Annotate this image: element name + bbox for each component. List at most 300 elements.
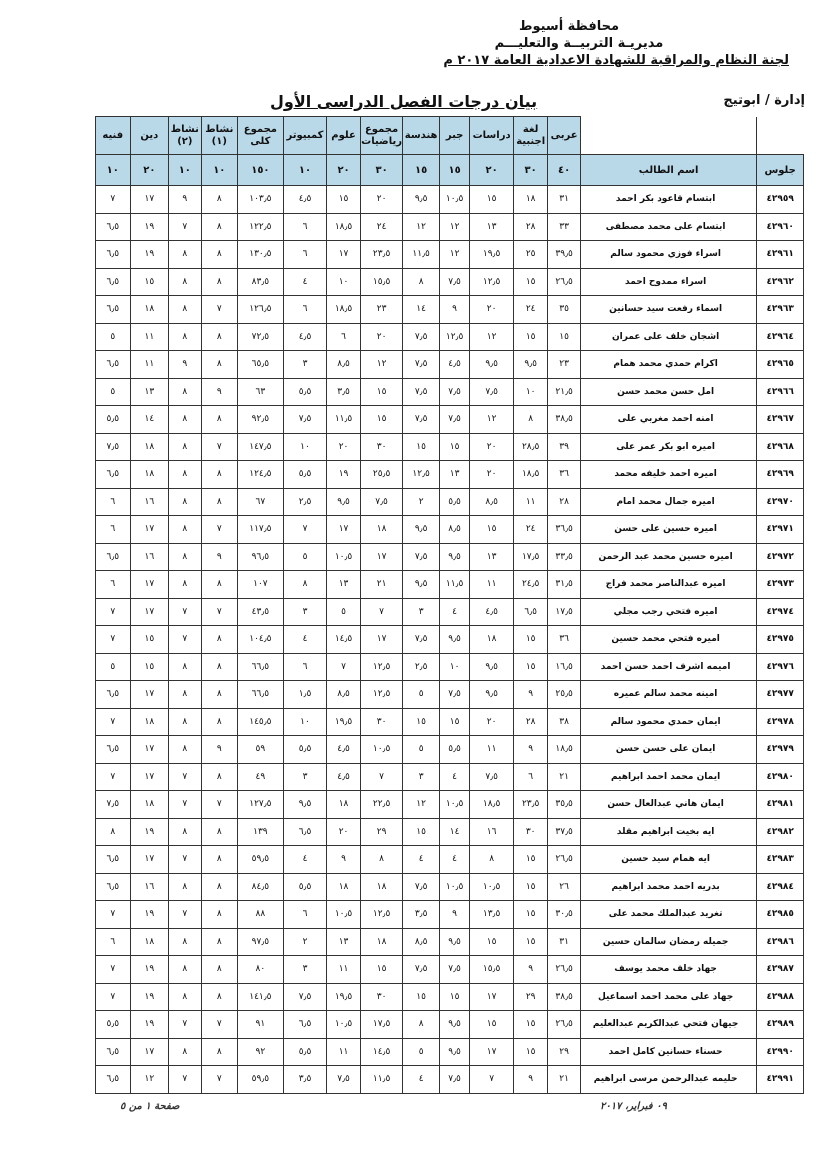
grade-foreign: ١٧٫٥ bbox=[513, 543, 547, 571]
grade-arabic: ٣٥ bbox=[548, 296, 580, 324]
grade-studies: ٤٫٥ bbox=[470, 598, 514, 626]
grade-art: ٧ bbox=[96, 763, 131, 791]
grade-geometry: ١٥ bbox=[403, 708, 440, 736]
grade-art: ٦ bbox=[96, 516, 131, 544]
grade-activity1: ٨ bbox=[201, 983, 238, 1011]
grade-art: ٦٫٥ bbox=[96, 241, 131, 269]
grade-science: ٤٫٥ bbox=[327, 736, 360, 764]
header-blank bbox=[757, 117, 804, 155]
grade-science: ٧ bbox=[327, 653, 360, 681]
table-row bbox=[96, 928, 804, 956]
grade-studies: ٨ bbox=[470, 846, 514, 874]
grade-foreign: ١٥ bbox=[513, 873, 547, 901]
grade-art: ٧ bbox=[96, 956, 131, 984]
grade-studies: ١٧ bbox=[470, 983, 514, 1011]
grade-computer: ٦٫٥ bbox=[283, 1011, 327, 1039]
student-name: ايمان على حسن حسن bbox=[580, 736, 756, 764]
grade-religion: ١٧ bbox=[130, 1038, 169, 1066]
grade-foreign: ٩ bbox=[513, 956, 547, 984]
grade-computer: ٥٫٥ bbox=[283, 873, 327, 901]
grade-total: ٦٣ bbox=[238, 378, 284, 406]
grade-studies: ٢٠ bbox=[470, 296, 514, 324]
grade-studies: ١٢ bbox=[470, 323, 514, 351]
header-blank bbox=[580, 117, 756, 155]
grade-science: ١٣ bbox=[327, 928, 360, 956]
col-math-total: مجموع رياضيات bbox=[360, 117, 403, 155]
grade-foreign: ٢٤ bbox=[513, 516, 547, 544]
grade-arabic: ٢٣ bbox=[548, 351, 580, 379]
grade-math-total: ١٥ bbox=[360, 406, 403, 434]
grade-computer: ٦ bbox=[283, 901, 327, 929]
grade-art: ٦٫٥ bbox=[96, 461, 131, 489]
grade-religion: ١٧ bbox=[130, 681, 169, 709]
grade-science: ٢٠ bbox=[327, 818, 360, 846]
grade-algebra: ٧٫٥ bbox=[439, 406, 469, 434]
grade-computer: ٤٫٥ bbox=[283, 186, 327, 214]
grade-algebra: ٨٫٥ bbox=[439, 516, 469, 544]
grade-algebra: ١٢ bbox=[439, 241, 469, 269]
seat-number: ٤٢٩٧٦ bbox=[757, 653, 804, 681]
grade-art: ٦٫٥ bbox=[96, 543, 131, 571]
student-name: اسماء رفعت سيد حسانين bbox=[580, 296, 756, 324]
grade-activity2: ٨ bbox=[169, 956, 201, 984]
grade-geometry: ٨ bbox=[403, 1011, 440, 1039]
grade-total: ١١٧٫٥ bbox=[238, 516, 284, 544]
grade-foreign: ٢٣٫٥ bbox=[513, 791, 547, 819]
grade-foreign: ٩ bbox=[513, 736, 547, 764]
grade-art: ٥ bbox=[96, 323, 131, 351]
grade-algebra: ٧٫٥ bbox=[439, 378, 469, 406]
grade-arabic: ١٨٫٥ bbox=[548, 736, 580, 764]
grade-algebra: ٧٫٥ bbox=[439, 1066, 469, 1094]
grade-computer: ١٫٥ bbox=[283, 681, 327, 709]
seat-number: ٤٢٩٨٥ bbox=[757, 901, 804, 929]
seat-number: ٤٢٩٧٧ bbox=[757, 681, 804, 709]
seat-number: ٤٢٩٧٢ bbox=[757, 543, 804, 571]
grade-science: ٨٫٥ bbox=[327, 351, 360, 379]
table-row bbox=[96, 791, 804, 819]
grade-studies: ١٣٫٥ bbox=[470, 901, 514, 929]
grade-science: ١٠ bbox=[327, 268, 360, 296]
grade-activity2: ٧ bbox=[169, 763, 201, 791]
grade-algebra: ٧٫٥ bbox=[439, 956, 469, 984]
grade-religion: ١٥ bbox=[130, 626, 169, 654]
grade-computer: ٢ bbox=[283, 928, 327, 956]
grade-religion: ١٨ bbox=[130, 928, 169, 956]
grade-religion: ١٧ bbox=[130, 763, 169, 791]
grade-activity2: ٧ bbox=[169, 626, 201, 654]
grade-algebra: ١٠٫٥ bbox=[439, 791, 469, 819]
grade-foreign: ١١ bbox=[513, 488, 547, 516]
grade-arabic: ٣١٫٥ bbox=[548, 571, 580, 599]
table-row bbox=[96, 241, 804, 269]
student-name: ايمان محمد احمد ابراهيم bbox=[580, 763, 756, 791]
student-name: ايه بخيت ابراهيم مقلد bbox=[580, 818, 756, 846]
grade-arabic: ١٥ bbox=[548, 323, 580, 351]
col-activity2: نشاط (٢) bbox=[169, 117, 201, 155]
grade-activity1: ٧ bbox=[201, 296, 238, 324]
grade-algebra: ٤ bbox=[439, 763, 469, 791]
grade-total: ١٢٦٫٥ bbox=[238, 296, 284, 324]
grade-algebra: ١٠٫٥ bbox=[439, 186, 469, 214]
grade-algebra: ١٠ bbox=[439, 653, 469, 681]
grade-math-total: ١٨ bbox=[360, 516, 403, 544]
grade-total: ١٢٢٫٥ bbox=[238, 213, 284, 241]
student-name: ابتسام على محمد مصطفى bbox=[580, 213, 756, 241]
grade-arabic: ٣٨٫٥ bbox=[548, 406, 580, 434]
grade-computer: ٥٫٥ bbox=[283, 736, 327, 764]
grade-algebra: ٧٫٥ bbox=[439, 681, 469, 709]
grade-computer: ٥٫٥ bbox=[283, 378, 327, 406]
grade-algebra: ١١٫٥ bbox=[439, 571, 469, 599]
seat-number: ٤٢٩٨٤ bbox=[757, 873, 804, 901]
grade-religion: ١٦ bbox=[130, 873, 169, 901]
grade-activity2: ٩ bbox=[169, 186, 201, 214]
grade-religion: ١٩ bbox=[130, 241, 169, 269]
grade-computer: ٦ bbox=[283, 653, 327, 681]
grade-foreign: ١٥ bbox=[513, 846, 547, 874]
table-row bbox=[96, 818, 804, 846]
grade-arabic: ١٦٫٥ bbox=[548, 653, 580, 681]
grade-algebra: ٩٫٥ bbox=[439, 1038, 469, 1066]
grade-activity1: ٧ bbox=[201, 791, 238, 819]
grade-activity2: ٨ bbox=[169, 681, 201, 709]
student-name: امنه احمد مغربي على bbox=[580, 406, 756, 434]
grade-arabic: ٣١ bbox=[548, 928, 580, 956]
grade-algebra: ١٥ bbox=[439, 983, 469, 1011]
grade-foreign: ١٥ bbox=[513, 323, 547, 351]
grade-math-total: ٣٠ bbox=[360, 983, 403, 1011]
seat-number: ٤٢٩٧٠ bbox=[757, 488, 804, 516]
grade-computer: ٧٫٥ bbox=[283, 983, 327, 1011]
grade-total: ٩٧٫٥ bbox=[238, 928, 284, 956]
grade-science: ١٨ bbox=[327, 791, 360, 819]
grade-religion: ١٧ bbox=[130, 736, 169, 764]
grade-math-total: ١٧ bbox=[360, 626, 403, 654]
col-seat: جلوس bbox=[757, 155, 804, 186]
grade-algebra: ٧٫٥ bbox=[439, 268, 469, 296]
grade-religion: ١٦ bbox=[130, 488, 169, 516]
student-name: تغريد عبدالملك محمد على bbox=[580, 901, 756, 929]
grade-art: ٨ bbox=[96, 818, 131, 846]
grade-religion: ١٣ bbox=[130, 378, 169, 406]
grade-art: ٧ bbox=[96, 901, 131, 929]
grade-computer: ٦٫٥ bbox=[283, 818, 327, 846]
grade-geometry: ٨٫٥ bbox=[403, 928, 440, 956]
table-row bbox=[96, 846, 804, 874]
grade-religion: ١٧ bbox=[130, 846, 169, 874]
grade-foreign: ١٥ bbox=[513, 268, 547, 296]
grade-activity1: ٨ bbox=[201, 846, 238, 874]
grade-algebra: ٥٫٥ bbox=[439, 736, 469, 764]
grade-activity1: ٨ bbox=[201, 571, 238, 599]
grade-computer: ٣ bbox=[283, 598, 327, 626]
grade-computer: ٤٫٥ bbox=[283, 323, 327, 351]
col-activity1: نشاط (١) bbox=[201, 117, 238, 155]
grade-total: ٨٣٫٥ bbox=[238, 268, 284, 296]
grade-algebra: ٩٫٥ bbox=[439, 543, 469, 571]
seat-number: ٤٢٩٦٣ bbox=[757, 296, 804, 324]
table-row bbox=[96, 598, 804, 626]
grade-arabic: ٣٠٫٥ bbox=[548, 901, 580, 929]
grade-total: ٨٠ bbox=[238, 956, 284, 984]
table-row bbox=[96, 323, 804, 351]
table-row bbox=[96, 378, 804, 406]
grade-geometry: ١٥ bbox=[403, 983, 440, 1011]
grade-foreign: ١٠ bbox=[513, 378, 547, 406]
grade-math-total: ٧ bbox=[360, 763, 403, 791]
seat-number: ٤٢٩٨٢ bbox=[757, 818, 804, 846]
grade-arabic: ٣٦٫٥ bbox=[548, 516, 580, 544]
table-row bbox=[96, 736, 804, 764]
grade-activity2: ٨ bbox=[169, 543, 201, 571]
grade-foreign: ٢٤٫٥ bbox=[513, 571, 547, 599]
grade-arabic: ٣٧٫٥ bbox=[548, 818, 580, 846]
grade-arabic: ٢٩ bbox=[548, 1038, 580, 1066]
grade-foreign: ٢٥ bbox=[513, 241, 547, 269]
grade-science: ١٩٫٥ bbox=[327, 708, 360, 736]
grade-arabic: ٢١ bbox=[548, 763, 580, 791]
grade-foreign: ٢٨٫٥ bbox=[513, 433, 547, 461]
grade-geometry: ٢٫٥ bbox=[403, 653, 440, 681]
table-row bbox=[96, 983, 804, 1011]
student-name: اميره فتحي محمد حسين bbox=[580, 626, 756, 654]
student-name: بدريه احمد محمد ابراهيم bbox=[580, 873, 756, 901]
grade-geometry: ١٥ bbox=[403, 818, 440, 846]
grade-activity1: ٨ bbox=[201, 406, 238, 434]
grade-arabic: ٢١٫٥ bbox=[548, 378, 580, 406]
grade-activity2: ٧ bbox=[169, 791, 201, 819]
max-geometry: ١٥ bbox=[403, 155, 440, 186]
seat-number: ٤٢٩٧٩ bbox=[757, 736, 804, 764]
student-name: امينه محمد سالم عميره bbox=[580, 681, 756, 709]
grade-total: ٦٥٫٥ bbox=[238, 351, 284, 379]
grade-foreign: ٩ bbox=[513, 681, 547, 709]
grade-total: ١٢٧٫٥ bbox=[238, 791, 284, 819]
col-geometry: هندسة bbox=[403, 117, 440, 155]
student-name: اميره فتحي رجب مجلي bbox=[580, 598, 756, 626]
seat-number: ٤٢٩٨٦ bbox=[757, 928, 804, 956]
grade-geometry: ٧٫٥ bbox=[403, 323, 440, 351]
grade-computer: ٥ bbox=[283, 543, 327, 571]
seat-number: ٤٢٩٧٤ bbox=[757, 598, 804, 626]
grade-total: ١٢٤٫٥ bbox=[238, 461, 284, 489]
grade-math-total: ٢٥٫٥ bbox=[360, 461, 403, 489]
grade-science: ٢٠ bbox=[327, 433, 360, 461]
grade-geometry: ٧٫٥ bbox=[403, 626, 440, 654]
grade-geometry: ١٢ bbox=[403, 791, 440, 819]
grade-art: ٧٫٥ bbox=[96, 791, 131, 819]
grade-science: ١٩٫٥ bbox=[327, 983, 360, 1011]
grade-studies: ١٥ bbox=[470, 1011, 514, 1039]
grade-activity1: ٨ bbox=[201, 873, 238, 901]
table-row bbox=[96, 351, 804, 379]
grade-computer: ٥٫٥ bbox=[283, 461, 327, 489]
grade-religion: ١٨ bbox=[130, 296, 169, 324]
grade-total: ١٤٥٫٥ bbox=[238, 708, 284, 736]
grade-activity1: ٨ bbox=[201, 956, 238, 984]
table-row bbox=[96, 1038, 804, 1066]
table-row bbox=[96, 213, 804, 241]
grade-computer: ٣ bbox=[283, 351, 327, 379]
seat-number: ٤٢٩٦٠ bbox=[757, 213, 804, 241]
grade-arabic: ٢٦ bbox=[548, 873, 580, 901]
grade-math-total: ١١٫٥ bbox=[360, 1066, 403, 1094]
max-computer: ١٠ bbox=[283, 155, 327, 186]
grade-geometry: ٩٫٥ bbox=[403, 186, 440, 214]
table-row bbox=[96, 708, 804, 736]
grade-activity1: ٨ bbox=[201, 763, 238, 791]
grade-computer: ٩٫٥ bbox=[283, 791, 327, 819]
grade-activity1: ٩ bbox=[201, 378, 238, 406]
grade-activity1: ٨ bbox=[201, 488, 238, 516]
grade-religion: ١٥ bbox=[130, 653, 169, 681]
grade-algebra: ٤ bbox=[439, 598, 469, 626]
grade-activity2: ٨ bbox=[169, 708, 201, 736]
grade-activity1: ٨ bbox=[201, 901, 238, 929]
student-name: اميره حسين محمد عبد الرحمن bbox=[580, 543, 756, 571]
grade-science: ١٥ bbox=[327, 186, 360, 214]
grade-religion: ١٢ bbox=[130, 1066, 169, 1094]
table-row bbox=[96, 901, 804, 929]
grade-religion: ١٨ bbox=[130, 433, 169, 461]
grade-math-total: ١٨ bbox=[360, 928, 403, 956]
grade-total: ١٣٩ bbox=[238, 818, 284, 846]
grade-art: ٦٫٥ bbox=[96, 213, 131, 241]
grades-table bbox=[95, 116, 804, 1094]
grade-activity2: ٩ bbox=[169, 351, 201, 379]
grade-foreign: ١٨٫٥ bbox=[513, 461, 547, 489]
grade-computer: ٣٫٥ bbox=[283, 1066, 327, 1094]
grade-geometry: ١٥ bbox=[403, 433, 440, 461]
grade-math-total: ١٧٫٥ bbox=[360, 1011, 403, 1039]
grade-math-total: ٢٠ bbox=[360, 323, 403, 351]
seat-number: ٤٢٩٦٦ bbox=[757, 378, 804, 406]
grade-studies: ٨٫٥ bbox=[470, 488, 514, 516]
table-row bbox=[96, 186, 804, 214]
table-row bbox=[96, 543, 804, 571]
grade-geometry: ٤ bbox=[403, 846, 440, 874]
grade-activity2: ٨ bbox=[169, 736, 201, 764]
student-name: اميره ابو بكر عمر على bbox=[580, 433, 756, 461]
grade-activity1: ٧ bbox=[201, 433, 238, 461]
grade-studies: ١٥٫٥ bbox=[470, 956, 514, 984]
grade-algebra: ٤٫٥ bbox=[439, 351, 469, 379]
max-total: ١٥٠ bbox=[238, 155, 284, 186]
grade-computer: ٦ bbox=[283, 296, 327, 324]
grade-activity1: ٧ bbox=[201, 516, 238, 544]
grade-activity2: ٨ bbox=[169, 378, 201, 406]
col-studies: دراسات bbox=[470, 117, 514, 155]
seat-number: ٤٢٩٧٣ bbox=[757, 571, 804, 599]
grade-studies: ١٣ bbox=[470, 213, 514, 241]
grade-art: ٧ bbox=[96, 598, 131, 626]
grade-activity2: ٨ bbox=[169, 461, 201, 489]
grade-math-total: ١٢ bbox=[360, 351, 403, 379]
grade-math-total: ١٢٫٥ bbox=[360, 901, 403, 929]
grade-math-total: ٢٤ bbox=[360, 213, 403, 241]
grade-arabic: ٣١ bbox=[548, 186, 580, 214]
grade-religion: ١٩ bbox=[130, 956, 169, 984]
student-name: اميره احمد خليفه محمد bbox=[580, 461, 756, 489]
grade-geometry: ٤ bbox=[403, 1066, 440, 1094]
committee-title: لجنة النظام والمراقبة للشهادة الاعدادية العامة ٢٠١٧ م bbox=[443, 53, 789, 68]
grade-art: ٦ bbox=[96, 571, 131, 599]
grade-activity2: ٧ bbox=[169, 901, 201, 929]
grade-art: ٦٫٥ bbox=[96, 268, 131, 296]
grade-activity2: ٨ bbox=[169, 818, 201, 846]
student-name: ايمان حمدي محمود سالم bbox=[580, 708, 756, 736]
student-name: اكرام حمدي محمد همام bbox=[580, 351, 756, 379]
grade-religion: ١٩ bbox=[130, 983, 169, 1011]
directorate-title: مديريـة التربيــة والتعليـــم bbox=[494, 36, 664, 51]
seat-number: ٤٢٩٦٩ bbox=[757, 461, 804, 489]
grade-activity1: ٨ bbox=[201, 818, 238, 846]
col-art: فنيه bbox=[96, 117, 131, 155]
grade-studies: ١١ bbox=[470, 736, 514, 764]
grade-science: ١١ bbox=[327, 956, 360, 984]
seat-number: ٤٢٩٦٧ bbox=[757, 406, 804, 434]
grade-activity2: ٧ bbox=[169, 598, 201, 626]
grade-science: ١٣ bbox=[327, 571, 360, 599]
grade-total: ٨٨ bbox=[238, 901, 284, 929]
grade-arabic: ٣٨٫٥ bbox=[548, 983, 580, 1011]
grade-studies: ٢٠ bbox=[470, 461, 514, 489]
grade-math-total: ١٤٫٥ bbox=[360, 1038, 403, 1066]
document-header bbox=[389, 18, 789, 69]
grade-religion: ١٧ bbox=[130, 598, 169, 626]
max-foreign: ٣٠ bbox=[513, 155, 547, 186]
grade-art: ٦٫٥ bbox=[96, 736, 131, 764]
grade-arabic: ١٧٫٥ bbox=[548, 598, 580, 626]
max-activity1: ١٠ bbox=[201, 155, 238, 186]
table-row bbox=[96, 1066, 804, 1094]
student-name: اشجان خلف على عمران bbox=[580, 323, 756, 351]
student-name: ايه همام سيد حسين bbox=[580, 846, 756, 874]
grade-geometry: ٧٫٥ bbox=[403, 543, 440, 571]
grade-math-total: ٧ bbox=[360, 598, 403, 626]
grade-science: ٣٫٥ bbox=[327, 378, 360, 406]
max-arabic: ٤٠ bbox=[548, 155, 580, 186]
grade-science: ١٨ bbox=[327, 873, 360, 901]
grade-foreign: ٨ bbox=[513, 406, 547, 434]
grade-arabic: ٣٥٫٥ bbox=[548, 791, 580, 819]
table-row bbox=[96, 461, 804, 489]
grade-studies: ١٢ bbox=[470, 406, 514, 434]
student-name: ايمان هاني عبدالعال حسن bbox=[580, 791, 756, 819]
table-row bbox=[96, 626, 804, 654]
seat-number: ٤٢٩٨٧ bbox=[757, 956, 804, 984]
grade-studies: ١٧ bbox=[470, 1038, 514, 1066]
grade-science: ١٨٫٥ bbox=[327, 213, 360, 241]
col-arabic: عربى bbox=[548, 117, 580, 155]
grade-algebra: ١٣ bbox=[439, 461, 469, 489]
grade-activity2: ٨ bbox=[169, 433, 201, 461]
grade-science: ٥ bbox=[327, 598, 360, 626]
grade-geometry: ٧٫٥ bbox=[403, 378, 440, 406]
grade-religion: ١٩ bbox=[130, 213, 169, 241]
grade-foreign: ٢٨ bbox=[513, 213, 547, 241]
grade-activity2: ٨ bbox=[169, 406, 201, 434]
grade-activity1: ٨ bbox=[201, 186, 238, 214]
grade-geometry: ٢ bbox=[403, 488, 440, 516]
grade-math-total: ١٧ bbox=[360, 543, 403, 571]
grade-arabic: ٢٥٫٥ bbox=[548, 681, 580, 709]
grade-activity1: ٨ bbox=[201, 461, 238, 489]
grade-algebra: ١٥ bbox=[439, 708, 469, 736]
grade-religion: ١١ bbox=[130, 323, 169, 351]
grade-activity1: ٩ bbox=[201, 543, 238, 571]
